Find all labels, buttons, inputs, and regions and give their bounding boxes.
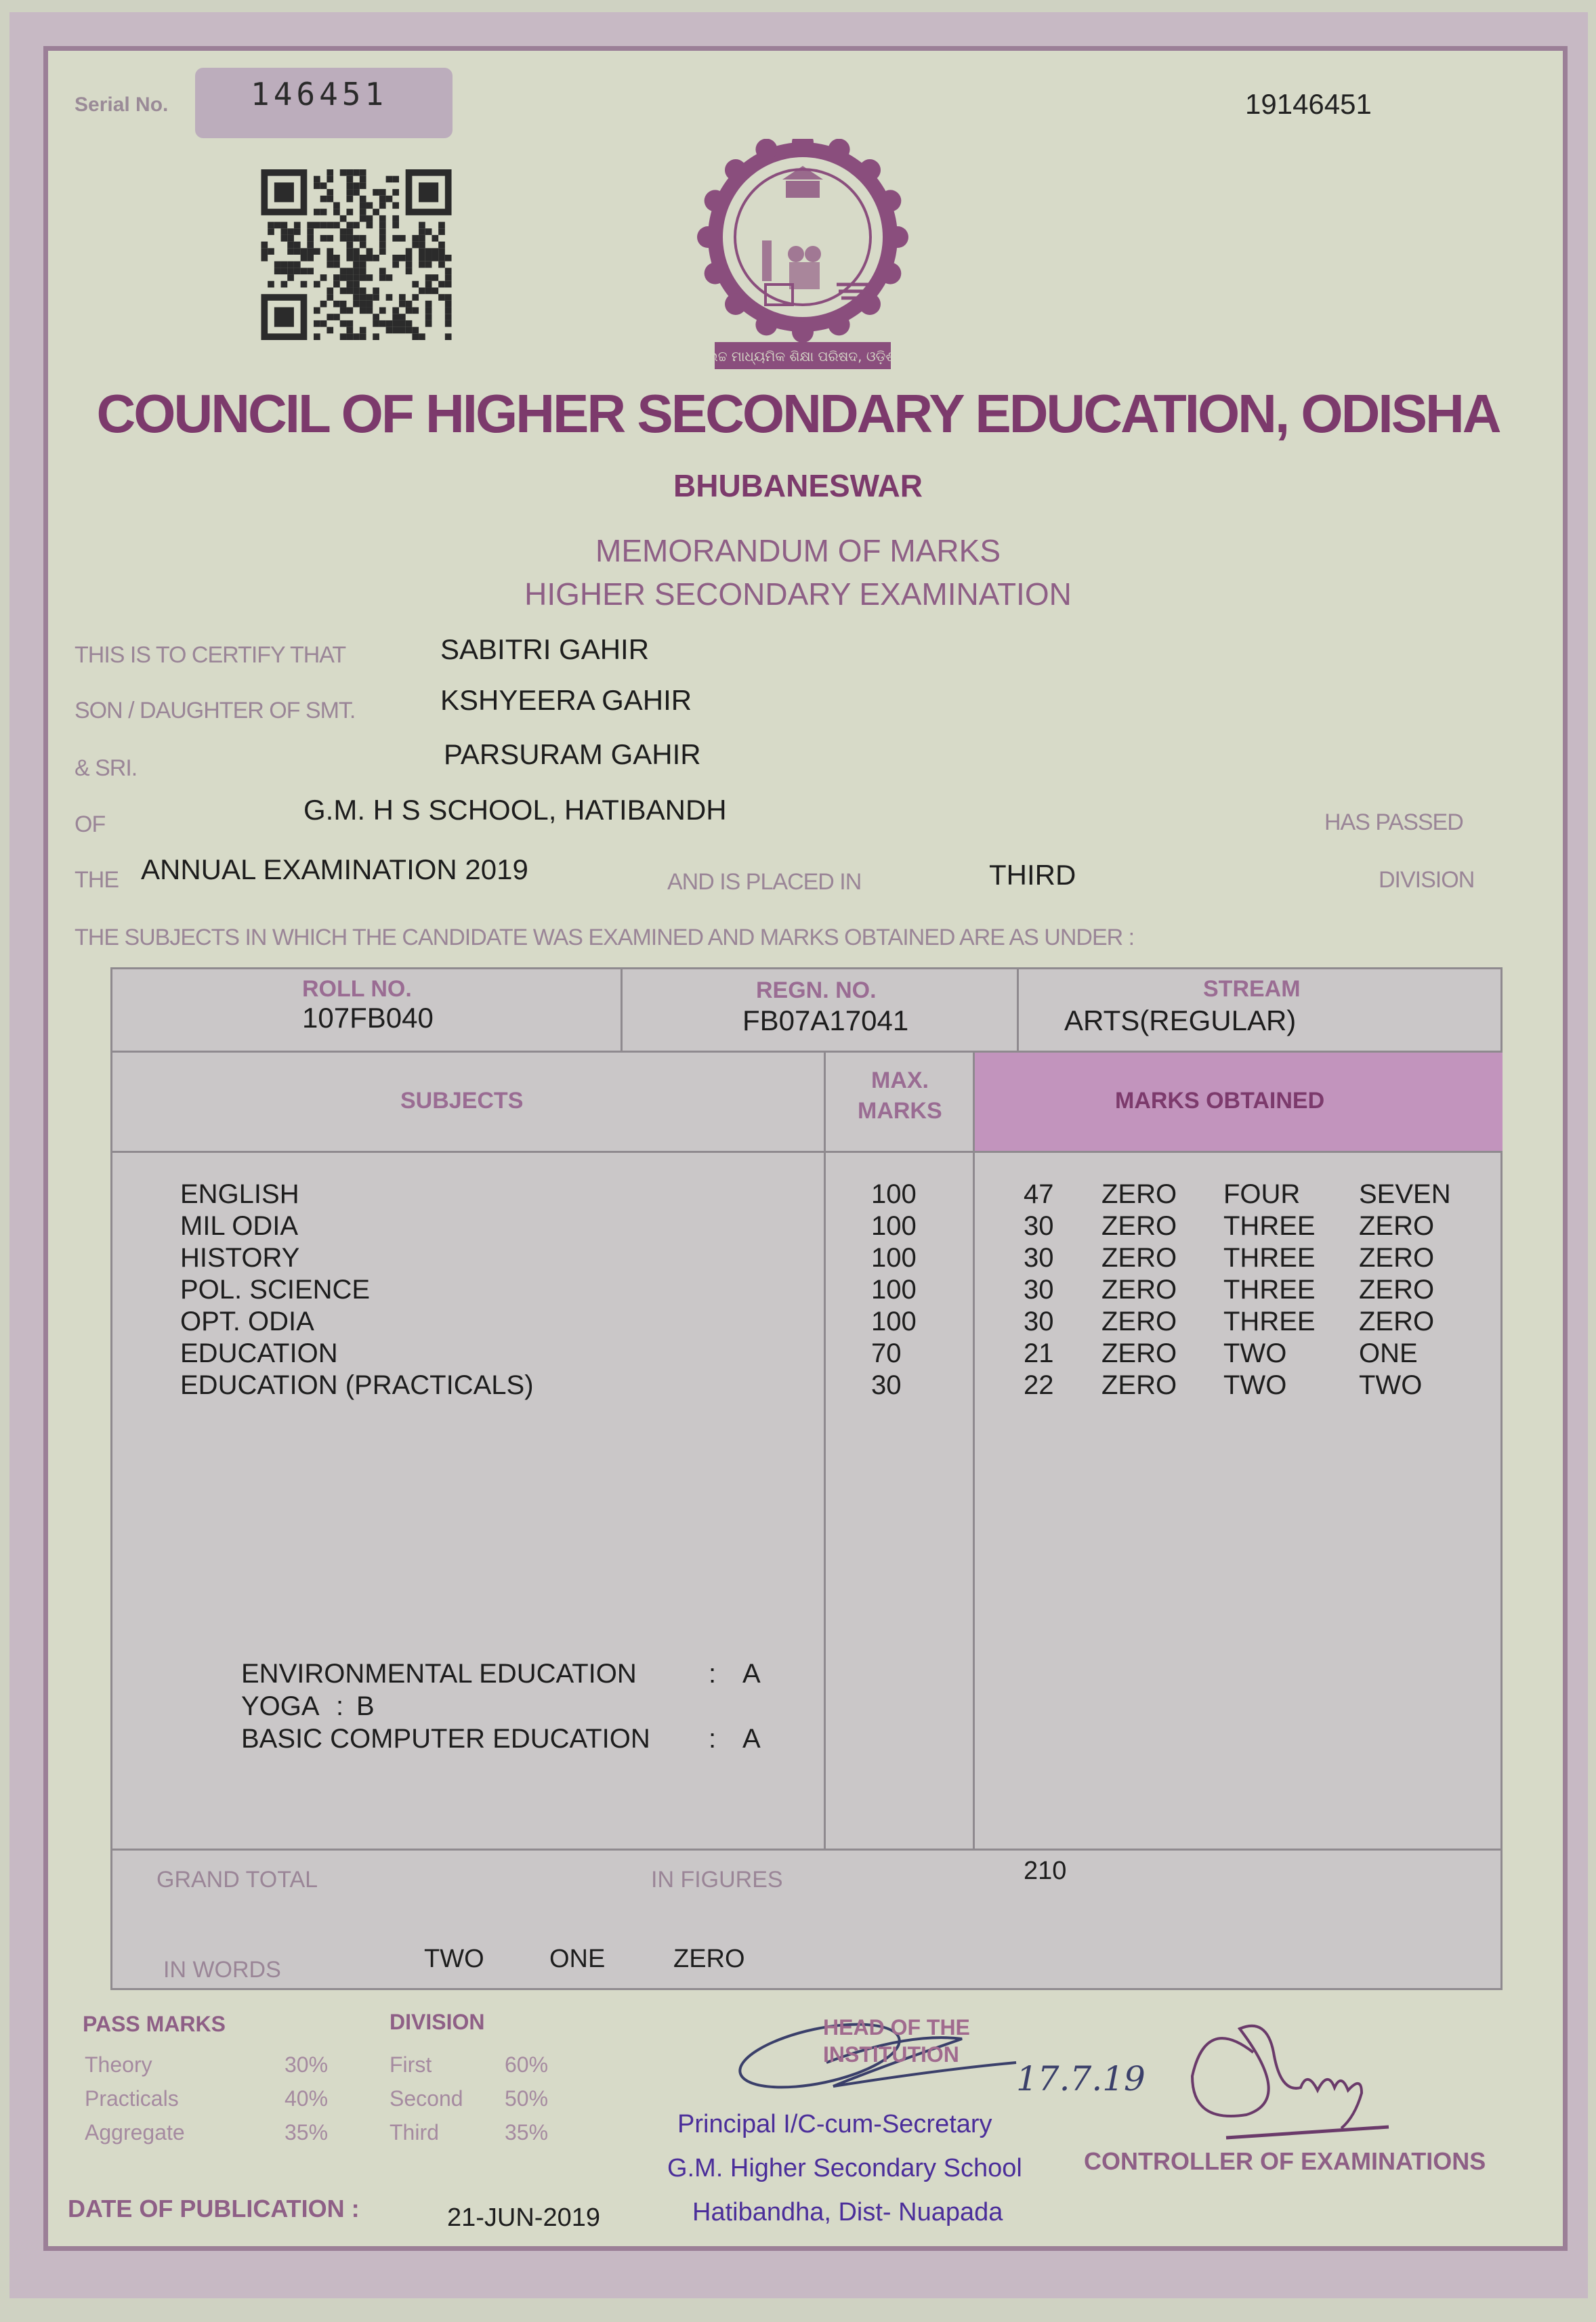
school-name: G.M. H S SCHOOL, HATIBANDH <box>303 794 727 826</box>
marks-word-1: ZERO <box>1101 1211 1177 1241</box>
father-label: & SRI. <box>75 755 138 781</box>
marks-word-3: ZERO <box>1359 1243 1435 1273</box>
grade-separator: : <box>709 1724 717 1754</box>
marks-obtained: 30 <box>1024 1211 1054 1241</box>
father-name: PARSURAM GAHIR <box>444 738 701 770</box>
certificate-number: 19146451 <box>1245 88 1372 120</box>
division-rule-label: Second <box>390 2086 463 2111</box>
certify-label: THIS IS TO CERTIFY THAT <box>75 642 346 668</box>
marks-obtained: 21 <box>1024 1338 1054 1368</box>
exam-subtitle: HIGHER SECONDARY EXAMINATION <box>524 576 1072 612</box>
marks-word-1: ZERO <box>1101 1179 1177 1209</box>
has-passed-label: HAS PASSED <box>1324 809 1463 835</box>
in-words-2: ONE <box>549 1945 606 1973</box>
pass-marks-header: PASS MARKS <box>83 2012 226 2036</box>
marks-obtained: 22 <box>1024 1370 1054 1400</box>
subject-name: MIL ODIA <box>180 1211 299 1241</box>
placed-in-label: AND IS PLACED IN <box>667 869 862 895</box>
subject-name: HISTORY <box>180 1243 300 1273</box>
grade-value: B <box>356 1691 375 1721</box>
stream-label: STREAM <box>1203 976 1301 1002</box>
head-of-institution-label-2: INSTITUTION <box>823 2042 959 2067</box>
grade-separator: : <box>709 1659 717 1689</box>
division-rule-label: First <box>390 2052 432 2077</box>
controller-signature <box>1165 2005 1423 2140</box>
of-label: OF <box>75 811 106 837</box>
division-rule-value: 60% <box>505 2052 549 2077</box>
marks-word-3: ZERO <box>1359 1307 1435 1336</box>
regn-no-label: REGN. NO. <box>756 977 877 1003</box>
marks-word-2: TWO <box>1223 1338 1287 1368</box>
division-rule-value: 35% <box>505 2120 549 2145</box>
max-marks: 100 <box>871 1275 917 1305</box>
subject-name: EDUCATION (PRACTICALS) <box>180 1370 534 1400</box>
principal-stamp-line2: G.M. Higher Secondary School <box>667 2154 1022 2182</box>
grand-total-value: 210 <box>1024 1857 1067 1885</box>
emblem-text: ଉଚ୍ଚ ମାଧ୍ୟମିକ ଶିକ୍ଷା ପରିଷଦ, ଓଡ଼ିଶା <box>707 348 899 364</box>
marks-word-1: ZERO <box>1101 1338 1177 1368</box>
division-table-header: DIVISION <box>390 2010 485 2034</box>
marks-word-2: FOUR <box>1223 1179 1301 1209</box>
stream-value: ARTS(REGULAR) <box>1064 1005 1297 1036</box>
subject-name: EDUCATION <box>180 1338 338 1368</box>
serial-number: 146451 <box>251 76 388 112</box>
grand-total-label: GRAND TOTAL <box>156 1867 318 1893</box>
marks-word-2: TWO <box>1223 1370 1287 1400</box>
pass-mark-label: Practicals <box>85 2086 179 2111</box>
roll-no-value: 107FB040 <box>302 1002 434 1034</box>
grade-subject: ENVIRONMENTAL EDUCATION <box>241 1659 637 1689</box>
candidate-name: SABITRI GAHIR <box>440 633 650 665</box>
principal-stamp-line3: Hatibandha, Dist- Nuapada <box>692 2198 1003 2226</box>
marks-word-2: THREE <box>1223 1243 1316 1273</box>
grade-value: A <box>742 1659 761 1689</box>
in-figures-label: IN FIGURES <box>651 1867 783 1893</box>
serial-label: Serial No. <box>75 93 169 116</box>
examination-name: ANNUAL EXAMINATION 2019 <box>141 853 528 885</box>
mother-label: SON / DAUGHTER OF SMT. <box>75 698 356 723</box>
pass-mark-value: 35% <box>285 2120 329 2145</box>
council-city: BHUBANESWAR <box>673 468 923 503</box>
subject-name: OPT. ODIA <box>180 1307 314 1336</box>
signature-date: 17.7.19 <box>1016 2059 1146 2098</box>
marks-obtained-header: MARKS OBTAINED <box>1115 1088 1325 1114</box>
the-label: THE <box>75 867 119 893</box>
grade-separator: : <box>336 1691 344 1721</box>
marks-word-1: ZERO <box>1101 1243 1177 1273</box>
marks-word-1: ZERO <box>1101 1307 1177 1336</box>
grade-subject: BASIC COMPUTER EDUCATION <box>241 1724 650 1754</box>
council-emblem-icon <box>691 139 915 373</box>
subject-name: ENGLISH <box>180 1179 299 1209</box>
grade-subject: YOGA <box>241 1691 320 1721</box>
pass-mark-value: 40% <box>285 2086 329 2111</box>
max-marks-header-1: MAX. <box>871 1068 929 1093</box>
division-label: DIVISION <box>1379 867 1475 893</box>
head-of-institution-label-1: HEAD OF THE <box>823 2015 970 2040</box>
marks-word-3: ONE <box>1359 1338 1418 1368</box>
marks-word-3: ZERO <box>1359 1211 1435 1241</box>
council-title: COUNCIL OF HIGHER SECONDARY EDUCATION, ODISHA <box>96 383 1500 444</box>
marks-word-2: THREE <box>1223 1275 1316 1305</box>
marks-table <box>110 967 1503 1990</box>
in-words-label: IN WORDS <box>163 1957 281 1983</box>
marks-word-1: ZERO <box>1101 1275 1177 1305</box>
marks-obtained: 47 <box>1024 1179 1054 1209</box>
division-rule-label: Third <box>390 2120 439 2145</box>
pass-mark-value: 30% <box>285 2052 329 2077</box>
marks-word-3: TWO <box>1359 1370 1423 1400</box>
qr-code-icon <box>261 169 452 340</box>
division-value: THIRD <box>989 859 1076 891</box>
principal-stamp-line1: Principal I/C-cum-Secretary <box>677 2110 992 2138</box>
max-marks: 70 <box>871 1338 902 1368</box>
marks-word-1: ZERO <box>1101 1370 1177 1400</box>
marks-word-3: SEVEN <box>1359 1179 1451 1209</box>
max-marks: 100 <box>871 1179 917 1209</box>
roll-no-label: ROLL NO. <box>302 976 412 1002</box>
marks-word-2: THREE <box>1223 1307 1316 1336</box>
marks-obtained: 30 <box>1024 1275 1054 1305</box>
subjects-intro: THE SUBJECTS IN WHICH THE CANDIDATE WAS EXAMINED AND MARKS OBTAINED ARE AS UNDER : <box>75 925 1135 950</box>
division-rule-value: 50% <box>505 2086 549 2111</box>
publication-label: DATE OF PUBLICATION : <box>68 2195 360 2222</box>
subjects-header: SUBJECTS <box>400 1088 524 1114</box>
max-marks: 100 <box>871 1211 917 1241</box>
marks-obtained: 30 <box>1024 1243 1054 1273</box>
subject-name: POL. SCIENCE <box>180 1275 371 1305</box>
mother-name: KSHYEERA GAHIR <box>440 684 692 716</box>
max-marks: 100 <box>871 1307 917 1336</box>
grade-value: A <box>742 1724 761 1754</box>
max-marks: 100 <box>871 1243 917 1273</box>
max-marks-header-2: MARKS <box>858 1098 942 1124</box>
marks-word-2: THREE <box>1223 1211 1316 1241</box>
max-marks: 30 <box>871 1370 902 1400</box>
pass-mark-label: Aggregate <box>85 2120 185 2145</box>
controller-label: CONTROLLER OF EXAMINATIONS <box>1084 2147 1486 2175</box>
marks-word-3: ZERO <box>1359 1275 1435 1305</box>
publication-date: 21-JUN-2019 <box>447 2203 600 2232</box>
in-words-1: TWO <box>424 1945 484 1973</box>
document-subtitle: MEMORANDUM OF MARKS <box>595 533 1001 568</box>
pass-mark-label: Theory <box>85 2052 152 2077</box>
in-words-3: ZERO <box>673 1945 745 1973</box>
marks-obtained: 30 <box>1024 1307 1054 1336</box>
regn-no-value: FB07A17041 <box>742 1005 909 1036</box>
